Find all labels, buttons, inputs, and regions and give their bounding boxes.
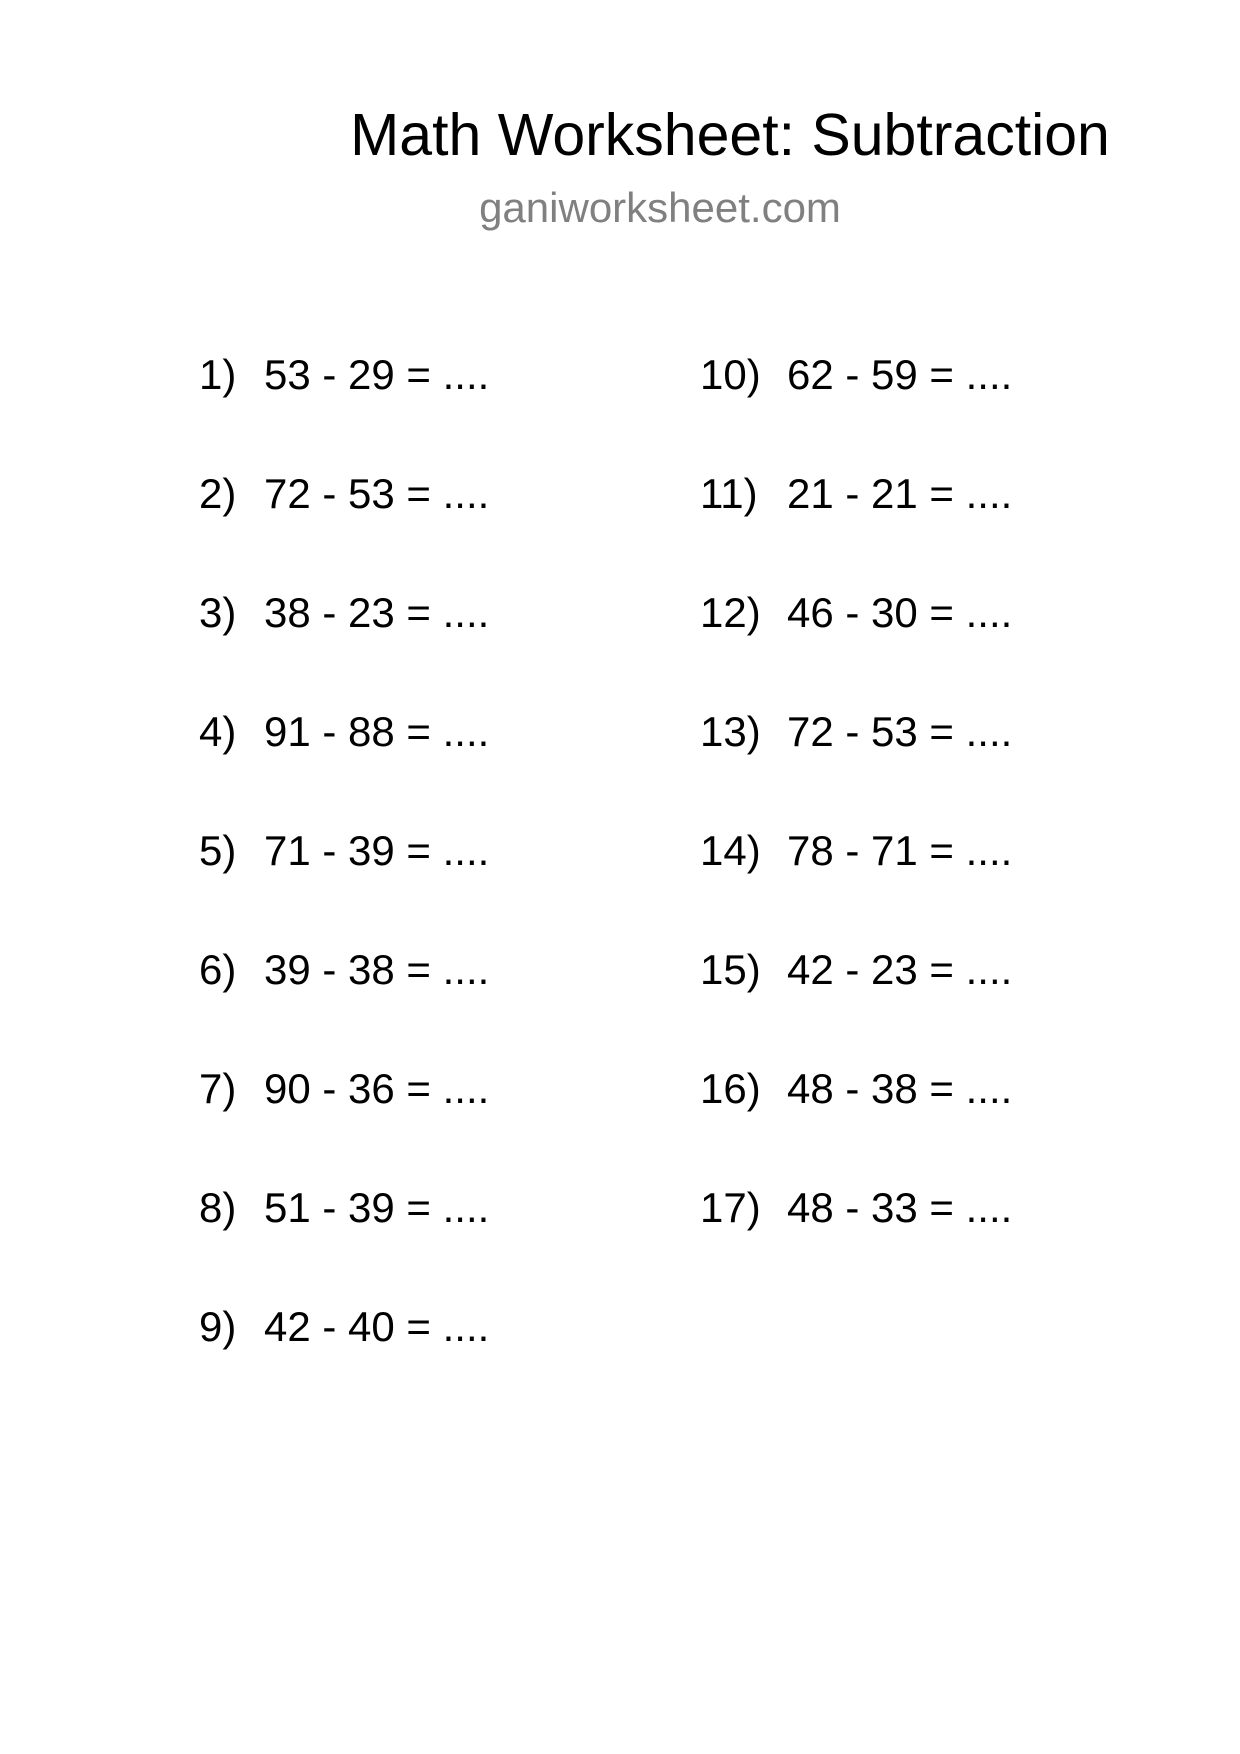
problem-number: 8) (199, 1184, 237, 1231)
problem-item (199, 1302, 489, 1421)
problem-expression: 21 - 21 = .... (787, 470, 1013, 517)
problem-item (199, 826, 489, 945)
problem-expression: 71 - 39 = .... (264, 827, 490, 874)
problem-number: 6) (199, 946, 237, 993)
problem-expression: 53 - 29 = .... (264, 351, 490, 398)
problem-number: 17) (700, 1184, 761, 1231)
problem-expression: 72 - 53 = .... (787, 708, 1013, 755)
problem-item (700, 707, 1012, 826)
problem-number: 1) (199, 351, 237, 398)
problem-expression: 51 - 39 = .... (264, 1184, 490, 1231)
problem-item (700, 826, 1012, 945)
problem-item (700, 1183, 1012, 1302)
problem-expression: 62 - 59 = .... (787, 351, 1013, 398)
problem-item (199, 1064, 489, 1183)
problem-expression: 39 - 38 = .... (264, 946, 490, 993)
problem-expression: 72 - 53 = .... (264, 470, 490, 517)
problem-number: 7) (199, 1065, 237, 1112)
problem-expression: 78 - 71 = .... (787, 827, 1013, 874)
problem-item (700, 588, 1012, 707)
page-title: Math Worksheet: Subtraction (350, 102, 1110, 168)
problem-item (199, 588, 489, 707)
problems-column-right (700, 350, 1012, 1302)
problem-expression: 90 - 36 = .... (264, 1065, 490, 1112)
problem-number: 11) (700, 470, 758, 517)
problem-number: 15) (700, 946, 761, 993)
problem-expression: 91 - 88 = .... (264, 708, 490, 755)
problem-item (199, 707, 489, 826)
problem-number: 12) (700, 589, 761, 636)
problem-item (199, 1183, 489, 1302)
problem-expression: 46 - 30 = .... (787, 589, 1013, 636)
problem-item (700, 1064, 1012, 1183)
problem-number: 2) (199, 470, 237, 517)
problem-number: 4) (199, 708, 237, 755)
problem-number: 5) (199, 827, 237, 874)
problem-item (199, 350, 489, 469)
problem-item (199, 469, 489, 588)
problem-number: 16) (700, 1065, 761, 1112)
problem-item (700, 350, 1012, 469)
problem-item (199, 945, 489, 1064)
problem-expression: 48 - 38 = .... (787, 1065, 1013, 1112)
problem-number: 10) (700, 351, 761, 398)
problem-number: 13) (700, 708, 761, 755)
problem-number: 14) (700, 827, 761, 874)
problem-number: 3) (199, 589, 237, 636)
problems-column-left (199, 350, 489, 1421)
site-name: ganiworksheet.com (479, 184, 841, 231)
problem-expression: 42 - 40 = .... (264, 1303, 490, 1350)
problem-expression: 42 - 23 = .... (787, 946, 1013, 993)
problem-number: 9) (199, 1303, 237, 1350)
problem-expression: 48 - 33 = .... (787, 1184, 1013, 1231)
problem-expression: 38 - 23 = .... (264, 589, 490, 636)
problem-item (700, 469, 1012, 588)
problem-item (700, 945, 1012, 1064)
